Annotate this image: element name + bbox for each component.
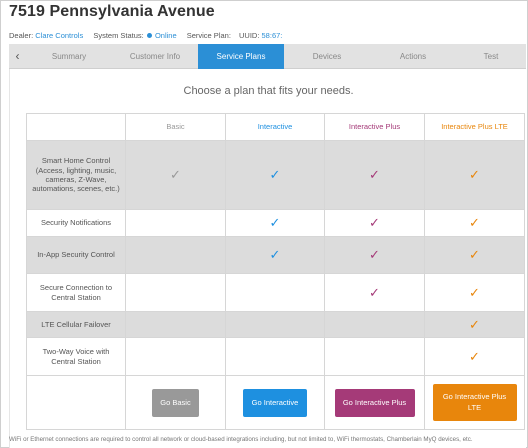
service-plans-panel [9,69,526,448]
checkmark-icon: ✓ [369,215,380,231]
system-status-label: System Status: [93,31,144,40]
chevron-left-icon[interactable]: ‹ [15,49,20,63]
plan-header-interactive-plus: Interactive Plus [325,114,425,141]
feature-cell [126,338,226,376]
tab-test[interactable]: Test [483,52,499,61]
system-status-value: Online [154,31,177,40]
feature-cell [226,210,325,237]
feature-cell [226,141,325,210]
feature-row [27,274,525,312]
feature-label: Secure Connection to Central Station [27,274,126,312]
tab-summary[interactable]: Summary [51,52,87,61]
checkmark-icon: ✓ [170,167,181,183]
plans-heading: Choose a plan that fits your needs. [183,85,354,97]
plan-header-basic: Basic [126,114,226,141]
go-basic-button[interactable]: Go Basic [152,389,199,417]
feature-cell [226,338,325,376]
uuid-label: UUID: [239,31,260,40]
checkmark-icon: ✓ [369,284,380,300]
feature-cell [325,141,425,210]
tab-service-plans[interactable]: Service Plans [198,44,284,69]
feature-cell [126,210,226,237]
plan-action-cell [325,376,425,430]
feature-label: LTE Cellular Failover [27,312,126,338]
plans-table [26,113,525,430]
plan-action-cell [226,376,325,430]
tab-devices[interactable]: Devices [312,52,342,61]
checkmark-icon: ✓ [269,247,281,263]
plan-action-cell [126,376,226,430]
tab-bar [9,44,526,69]
account-meta [9,31,282,40]
feature-cell [425,312,525,338]
feature-cell [126,312,226,338]
feature-cell [226,274,325,312]
feature-cell [325,274,425,312]
table-footer-corner [27,376,126,430]
feature-cell [425,338,525,376]
feature-label: In-App Security Control [27,237,126,274]
feature-cell [425,274,525,312]
feature-cell [126,274,226,312]
feature-row [27,312,525,338]
feature-label: Smart Home Control (Access, lighting, music, cameras, Z-Wave, automations, scenes, etc.) [27,141,126,210]
feature-label: Security Notifications [27,210,126,237]
feature-cell [126,237,226,274]
checkmark-icon: ✓ [469,348,480,364]
checkmark-icon: ✓ [469,247,480,263]
feature-cell [325,312,425,338]
service-plan-label: Service Plan: [186,31,231,40]
feature-cell [425,141,525,210]
feature-cell [425,210,525,237]
feature-cell [425,237,525,274]
feature-cell [126,141,226,210]
checkmark-icon: ✓ [469,167,480,183]
checkmark-icon: ✓ [269,215,281,231]
checkmark-icon: ✓ [469,284,480,300]
go-interactive-plus-lte-button[interactable]: Go Interactive Plus LTE [433,384,517,421]
feature-cell [325,237,425,274]
plan-header-interactive: Interactive [226,114,325,141]
feature-cell [226,312,325,338]
dealer-label: Dealer: [9,31,34,40]
footnote: WiFi or Ethernet connections are required to control all network or cloud-based integrations including, but not limited to, WiFi thermostats, Chamberlain MyQ devices, etc. [9,436,473,443]
dealer-link[interactable]: Clare Controls [35,31,84,40]
feature-cell [226,237,325,274]
page-title: 7519 Pennsylvania Avenue [9,3,215,20]
checkmark-icon: ✓ [369,167,380,183]
checkmark-icon: ✓ [269,167,281,183]
table-corner [27,114,126,141]
checkmark-icon: ✓ [369,247,380,263]
feature-row [27,141,525,210]
status-online-icon [147,33,152,38]
checkmark-icon: ✓ [469,215,480,231]
feature-row [27,338,525,376]
tab-actions[interactable]: Actions [399,52,427,61]
tab-customer-info[interactable]: Customer Info [129,52,181,61]
plan-header-interactive-plus-lte: Interactive Plus LTE [425,114,525,141]
go-interactive-plus-button[interactable]: Go Interactive Plus [335,389,415,417]
plan-action-cell [425,376,525,430]
feature-cell [325,210,425,237]
feature-row [27,210,525,237]
feature-row [27,237,525,274]
checkmark-icon: ✓ [469,316,480,332]
feature-label: Two-Way Voice with Central Station [27,338,126,376]
feature-cell [325,338,425,376]
uuid-value: 58:67: [261,31,283,40]
go-interactive-button[interactable]: Go Interactive [243,389,307,417]
